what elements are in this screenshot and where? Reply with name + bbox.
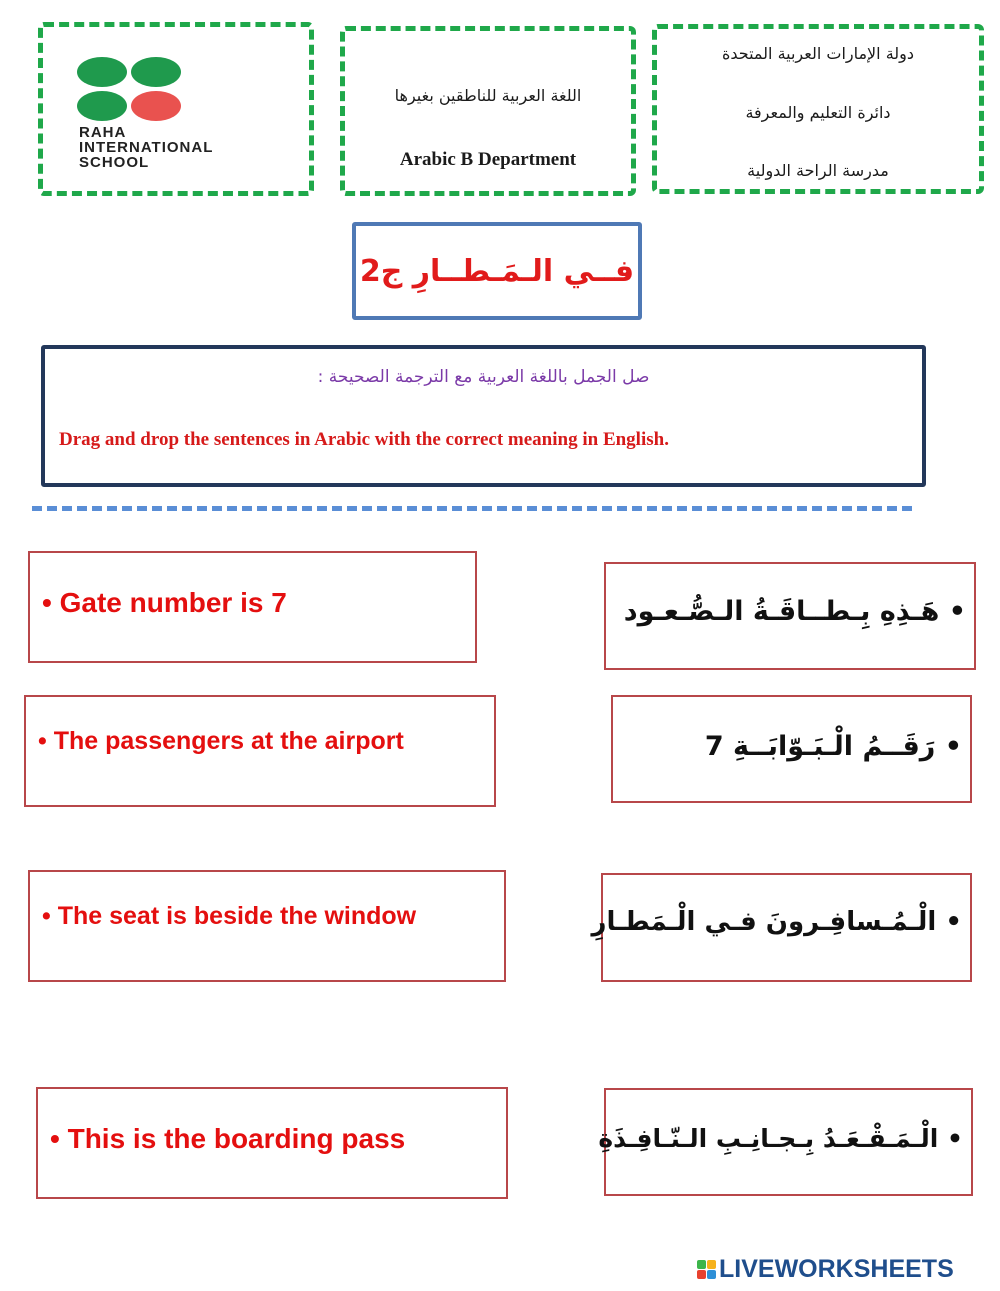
english-card-2-label: The passengers at the airport (53, 727, 404, 755)
authority-box (652, 24, 984, 194)
english-card-2[interactable] (24, 695, 496, 807)
bullet-icon: • (42, 587, 52, 618)
logo-text-line1: RAHA (79, 124, 127, 141)
department-box (340, 26, 636, 196)
arabic-card-2-text (705, 731, 962, 762)
logo-circle-bottom-left (77, 91, 127, 121)
english-card-4-label: This is the boarding pass (67, 1123, 406, 1154)
page-title: فــي الـمَـطــارِ ج2 (359, 253, 635, 289)
instructions-arabic: صل الجمل باللغة العربية مع الترجمة الصحيحة : (317, 367, 650, 387)
instructions-english: Drag and drop the sentences in Arabic with the correct meaning in English. (59, 429, 669, 450)
english-card-1-text (42, 587, 287, 619)
liveworksheets-brand: LIVEWORKSHEETS (719, 1255, 954, 1283)
lw-icon-square-2 (707, 1260, 716, 1269)
bullet-icon: • (945, 907, 962, 937)
arabic-card-3-label: الْـمُـسافِـرونَ فـي الْـمَطـارِ (591, 907, 937, 937)
department-arabic: اللغة العربية للناطقين بغيرها (394, 86, 582, 105)
arabic-card-2-label: رَقَــمُ الْـبَـوّابَــةِ 7 (704, 731, 936, 762)
arabic-card-4[interactable] (598, 1088, 973, 1196)
dashed-divider (32, 506, 912, 511)
arabic-card-4-label: الْـمَـقْـعَـدُ بِـجـانِـبِ الـنّـافِـذَةِ (598, 1124, 939, 1153)
arabic-card-3-text (592, 907, 962, 937)
english-card-1-label: Gate number is 7 (59, 587, 287, 618)
authority-line3: مدرسة الراحة الدولية (747, 161, 889, 180)
bullet-icon: • (948, 596, 966, 627)
english-card-3-text (42, 902, 416, 931)
lw-icon-square-3 (697, 1270, 706, 1279)
lw-icon-square-1 (697, 1260, 706, 1269)
authority-line1: دولة الإمارات العربية المتحدة (721, 44, 915, 63)
english-card-1[interactable] (28, 551, 477, 663)
english-card-3[interactable] (28, 870, 506, 982)
liveworksheets-icon (697, 1260, 716, 1279)
department-english: Arabic B Department (399, 149, 577, 170)
arabic-card-2[interactable] (611, 695, 972, 803)
authority-line2: دائرة التعليم والمعرفة (745, 103, 891, 122)
bullet-icon: • (50, 1123, 60, 1154)
arabic-card-1[interactable] (604, 562, 976, 670)
page-title-box (352, 222, 642, 320)
logo-circle-top-right (131, 57, 181, 87)
logo-text-line3: SCHOOL (79, 154, 150, 171)
bullet-icon: • (38, 727, 47, 755)
lw-icon-square-4 (707, 1270, 716, 1279)
liveworksheets-logo[interactable] (697, 1255, 954, 1284)
english-card-4-text (50, 1123, 405, 1155)
bullet-icon: • (944, 731, 962, 762)
english-card-4[interactable] (36, 1087, 508, 1199)
arabic-card-3[interactable] (591, 873, 972, 982)
arabic-card-4-text (598, 1124, 963, 1153)
arabic-card-1-text (624, 596, 966, 627)
school-logo-box (38, 22, 314, 196)
arabic-card-1-label: هَـذِهِ بِـطــاقَـةُ الـصُّـعـود (623, 596, 940, 627)
logo-circle-bottom-right (131, 91, 181, 121)
english-card-2-text (38, 727, 404, 756)
logo-text-line2: INTERNATIONAL (79, 139, 214, 156)
instructions-box (41, 345, 926, 487)
bullet-icon: • (42, 902, 51, 930)
bullet-icon: • (947, 1124, 963, 1153)
english-card-3-label: The seat is beside the window (57, 902, 417, 930)
logo-circle-top-left (77, 57, 127, 87)
